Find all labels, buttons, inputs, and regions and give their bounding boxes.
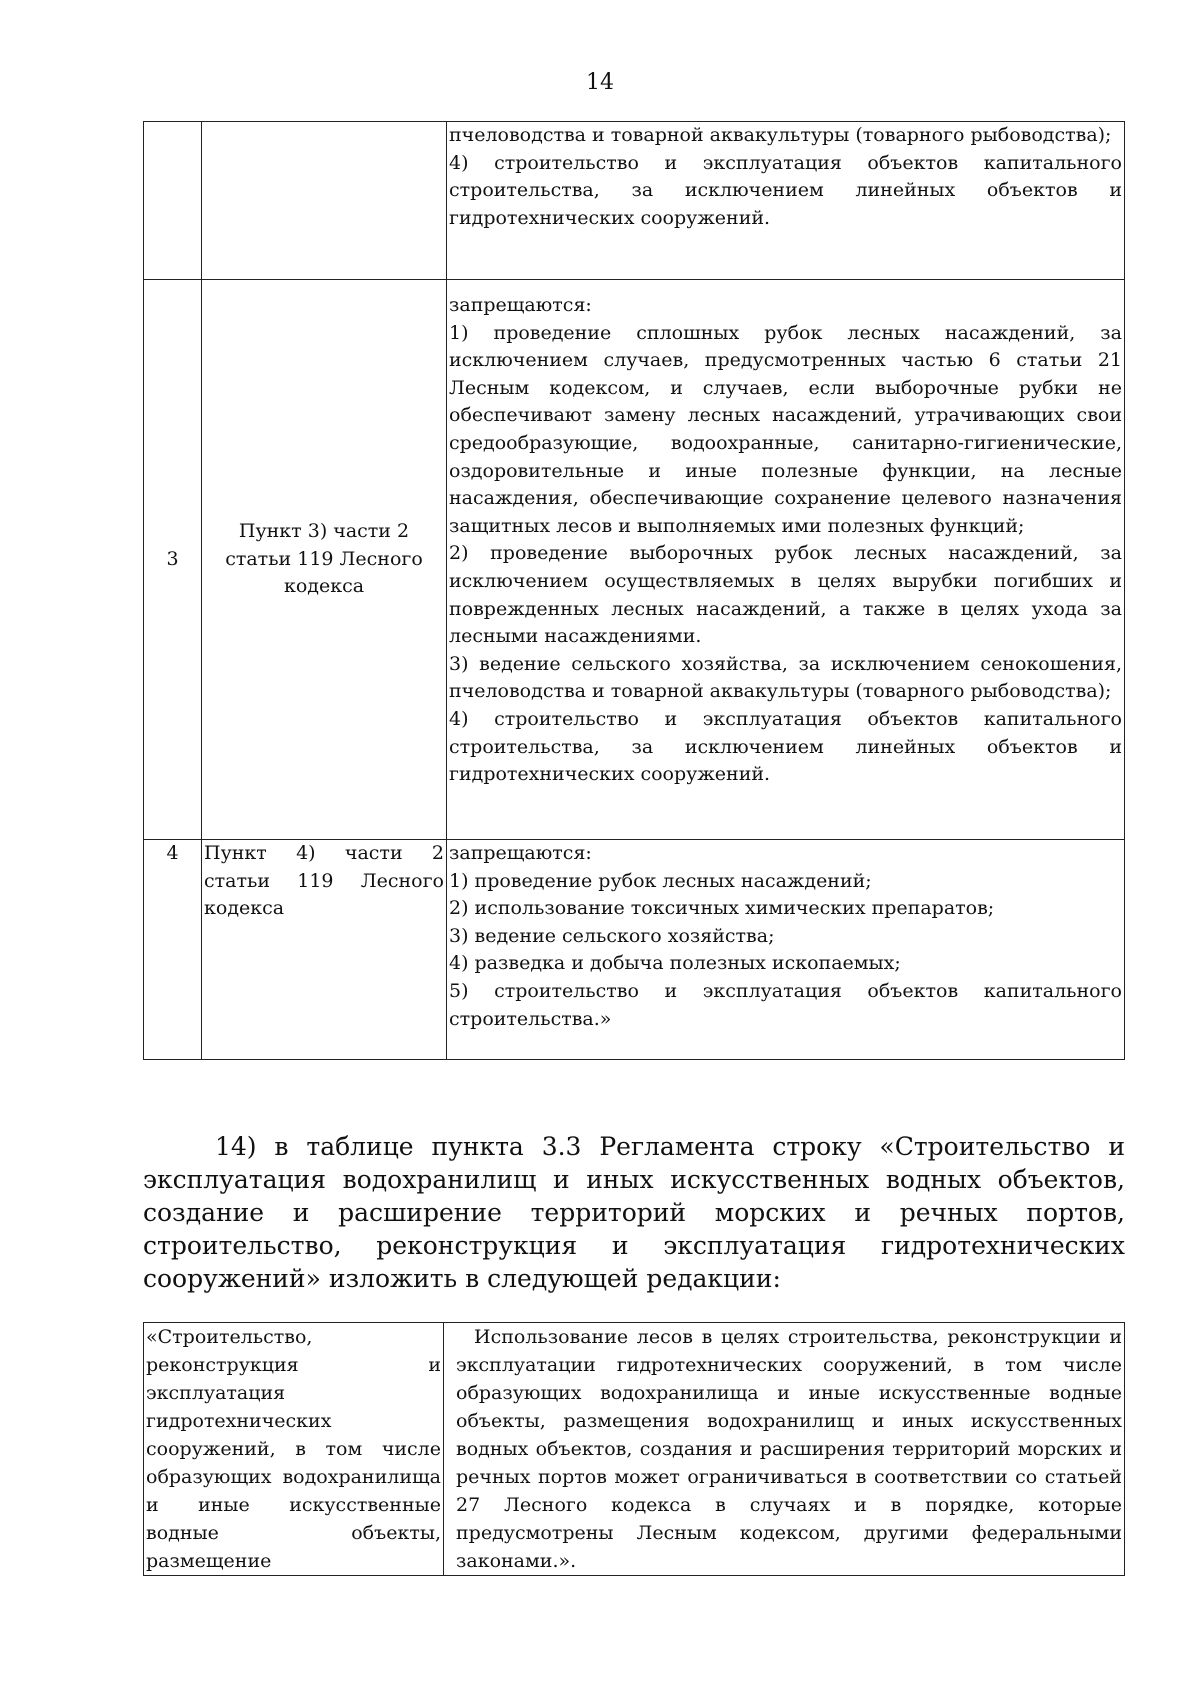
restriction-line: 5) строительство и эксплуатация объектов капитального строительства.» <box>449 979 1122 1030</box>
activity-type-cell <box>144 1323 444 1576</box>
row-number: 3 <box>144 280 202 840</box>
table-row <box>144 1323 1125 1576</box>
restrictions-cell <box>447 840 1125 1060</box>
restriction-line: 4) строительство и эксплуатация объектов капитального строительства, за исключением линейных объектов и гидротехнических сооружений. <box>449 151 1122 229</box>
restriction-line: запрещаются: <box>449 294 592 316</box>
restriction-line: запрещаются: <box>449 842 592 864</box>
basis-cell <box>202 840 447 1060</box>
regulation-table <box>143 121 1125 1060</box>
row-number: 4 <box>144 840 202 1060</box>
restriction-line: 2) использование токсичных химических препаратов; <box>449 897 995 920</box>
restriction-line: 4) строительство и эксплуатация объектов капитального строительства, за исключением линейных объектов и гидротехнических сооружений. <box>449 707 1122 786</box>
page-number: 14 <box>586 70 614 95</box>
basis-cell <box>202 122 447 280</box>
amendment-paragraph: 14) в таблице пункта 3.3 Регламента строку «Строительство и эксплуатация водохранилищ и иных искусственных водных объектов, создание и расширение территорий морских и речных портов, строительство, реконструкция и эксплуатация гидротехнических сооружений» изложить в следующей редакции: <box>143 1132 1125 1293</box>
table-row-4 <box>144 840 1125 1060</box>
restriction-line: 1) проведение рубок лесных насаждений; <box>449 869 872 892</box>
restriction-line: 3) ведение сельского хозяйства, за исключением сенокошения, пчеловодства и товарной аквакультуры (товарного рыбоводства); <box>449 652 1122 703</box>
restrictions-cell <box>447 122 1125 280</box>
row-basis: Пункт 4) части 2 статьи 119 Лесного кодекса <box>204 842 444 920</box>
usage-conditions: Использование лесов в целях строительства, реконструкции и эксплуатации гидротехнических сооружений, в том числе образующих водохранилища и иные искусственные водные объекты, размещения водохранилищ и иных искусственных водных объектов, создания и расширения территорий морских и речных портов может ограничиваться в соответствии со статьей 27 Лесного кодекса в случаях и в порядке, которые предусмотрены Лесным кодексом, другими федеральными законами.». <box>444 1323 1125 1576</box>
replacement-row-table <box>143 1322 1125 1576</box>
table-row-continuation <box>144 122 1125 280</box>
row-basis: Пункт 3) части 2 статьи 119 Лесного кодекса <box>202 280 447 840</box>
restrictions-cell <box>447 280 1125 840</box>
restriction-line: 1) проведение сплошных рубок лесных насаждений, за исключением случаев, предусмотренных частью 6 статьи 21 Лесным кодексом, и случаев, если выборочные рубки не обеспечивают замену лесных насаждений, утрачивающих свои средообразующие, водоохранные, санитарно-гигиенические, оздоровительные и иные полезные функции, на лесные насаждения, обеспечивающие сохранение целевого назначения защитных лесов и выполняемых ими полезных функций; <box>449 321 1122 537</box>
restriction-line: 2) проведение выборочных рубок лесных насаждений, за исключением осуществляемых в целях вырубки погибших и поврежденных лесных насаждений, а также в целях ухода за лесными насаждениями. <box>449 542 1122 648</box>
restriction-line: 4) разведка и добыча полезных ископаемых; <box>449 952 901 975</box>
restriction-line: 3) ведение сельского хозяйства; <box>449 924 775 947</box>
table-row-3 <box>144 280 1125 840</box>
activity-type: «Строительство, реконструкция и эксплуатация гидротехнических сооружений, в том числе образующих водохранилища и иные искусственные водные объекты, размещение <box>146 1326 441 1572</box>
restriction-line: пчеловодства и товарной аквакультуры (товарного рыбоводства); <box>449 124 1112 146</box>
row-number-cell <box>144 122 202 280</box>
